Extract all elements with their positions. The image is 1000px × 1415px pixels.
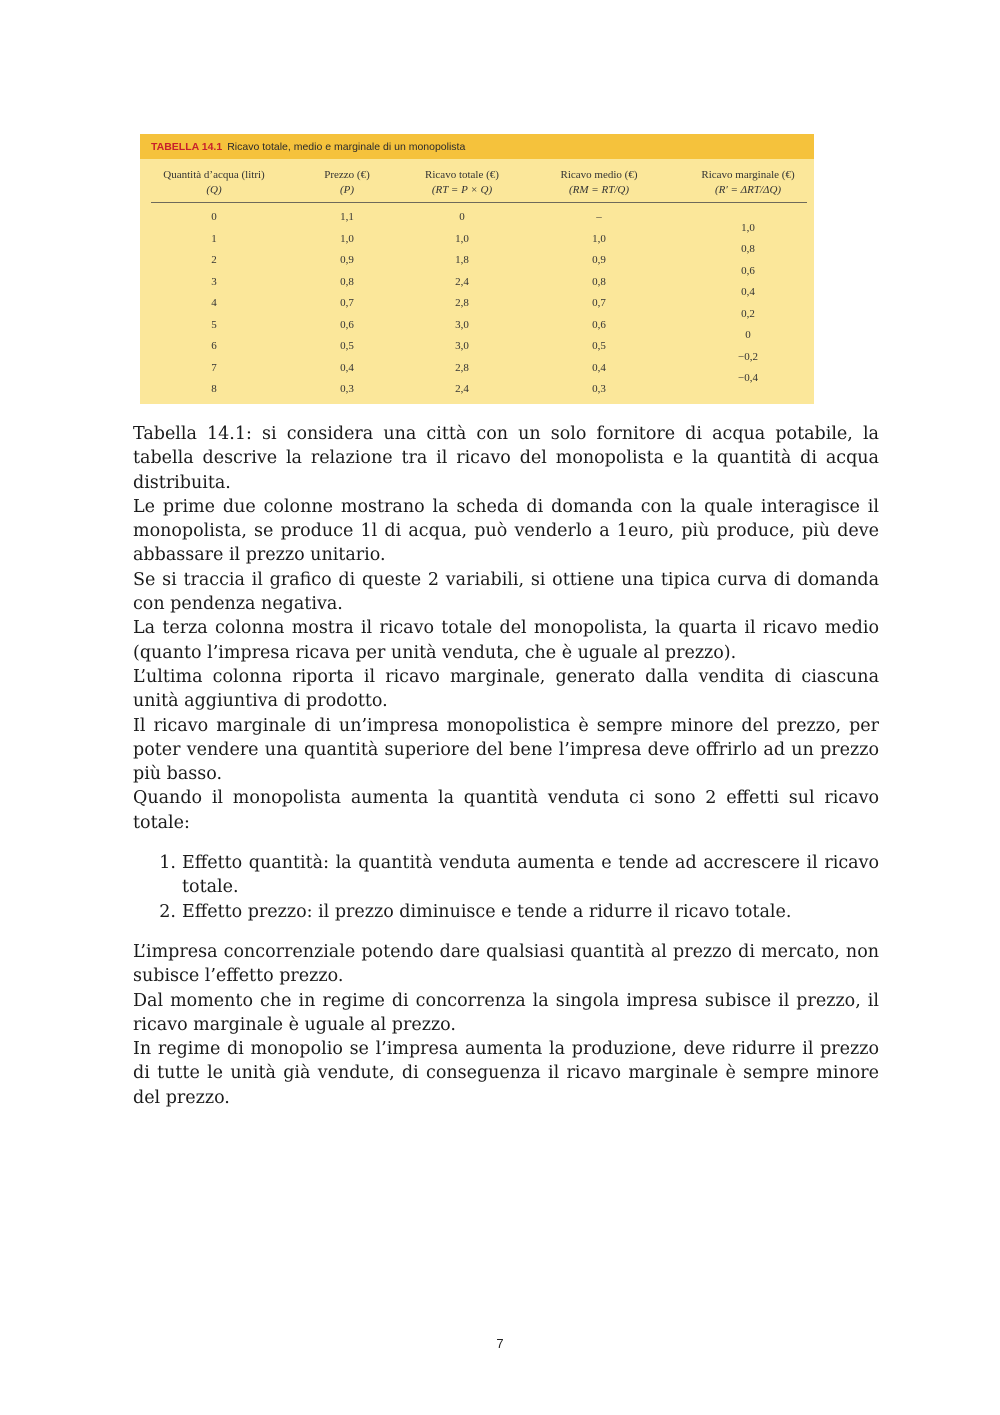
list-item [133, 851, 879, 900]
paragraph: L’ultima colonna riporta il ricavo marginale, generato dalla vendita di ciascuna unità aggiuntiva di prodotto. [133, 666, 879, 712]
table-figure [140, 134, 814, 404]
cell-marginal-revenue: −0,2 [738, 350, 758, 363]
cell-total-revenue: 3,0 [455, 340, 469, 352]
list-item [133, 900, 879, 924]
paragraph: Tabella 14.1: si considera una città con un solo fornitore di acqua potabile, la tabella descrive la relazione tra il ricavo del monopolista e la quantità di acqua distribuita. [133, 424, 879, 493]
paragraph: Le prime due colonne mostrano la scheda di domanda con la quale interagisce il monopolista, se produce 1l di acqua, può venderlo a 1euro, più produce, più deve abbassare il prezzo unitario. [133, 496, 879, 566]
cell-quantity: 1 [211, 232, 217, 245]
column-header-marginal-revenue: Ricavo marginale (€) (R′ = ΔRT/ΔQ) [701, 169, 795, 196]
header-rule [151, 202, 807, 203]
cell-quantity: 8 [211, 383, 217, 395]
paragraph: Quando il monopolista aumenta la quantità venduta ci sono 2 effetti sul ricavo totale: [133, 788, 879, 833]
cell-marginal-revenue: 0,4 [741, 286, 755, 299]
table-label: TABELLA 14.1 [151, 140, 223, 153]
cell-total-revenue: 3,0 [455, 318, 469, 331]
list-number: 1. [159, 853, 176, 873]
cell-marginal-revenue: 0,8 [741, 243, 755, 256]
page-number: 7 [496, 1336, 504, 1351]
paragraph: Se si traccia il grafico di queste 2 variabili, si ottiene una tipica curva di domanda con pendenza negativa. [133, 569, 879, 615]
cell-total-revenue: 2,8 [455, 361, 469, 374]
paragraph: In regime di monopolio se l’impresa aumenta la produzione, deve ridurre il prezzo di tutte le unità già vendute, di conseguenza il ricavo marginale è sempre minore del prezzo. [133, 1039, 879, 1108]
cell-average-revenue: 0,8 [592, 275, 606, 288]
body-text-bottom [133, 940, 879, 1110]
list-text: Effetto quantità: la quantità venduta aumenta e tende ad accrescere il ricavo totale. [182, 853, 879, 898]
cell-average-revenue: 1,0 [592, 232, 606, 245]
cell-marginal-revenue: 1,0 [741, 221, 755, 234]
cell-quantity: 4 [211, 297, 217, 309]
paragraph: La terza colonna mostra il ricavo totale del monopolista, la quarta il ricavo medio (quanto l’impresa ricava per unità venduta, che è uguale al prezzo). [133, 618, 879, 663]
cell-quantity: 7 [211, 361, 217, 374]
cell-average-revenue: 0,4 [592, 361, 606, 374]
table-title: Ricavo totale, medio e marginale di un monopolista [227, 140, 466, 153]
paragraph: Il ricavo marginale di un’impresa monopolistica è sempre minore del prezzo, per poter vendere una quantità superiore del bene l’impresa deve offrirlo ad un prezzo più basso. [133, 715, 879, 785]
cell-marginal-revenue: 0,6 [741, 264, 755, 277]
cell-price: 0,4 [340, 361, 354, 374]
body-text-top [133, 422, 879, 835]
cell-price: 1,0 [340, 232, 354, 245]
numbered-list [133, 851, 879, 924]
cell-average-revenue: 0,9 [592, 254, 606, 266]
cell-average-revenue: 0,6 [592, 318, 606, 331]
cell-total-revenue: 0 [459, 211, 465, 223]
column-header-total-revenue: Ricavo totale (€) (RT = P × Q) [425, 169, 499, 196]
cell-total-revenue: 2,4 [455, 275, 469, 288]
cell-price: 0,7 [340, 297, 354, 309]
cell-price: 0,9 [340, 254, 354, 266]
cell-average-revenue: – [596, 211, 602, 223]
cell-quantity: 0 [211, 211, 217, 223]
cell-quantity: 3 [211, 275, 217, 288]
cell-average-revenue: 0,5 [592, 340, 606, 352]
cell-average-revenue: 0,3 [592, 383, 606, 395]
column-header-average-revenue: Ricavo medio (€) (RM = RT/Q) [560, 169, 638, 196]
cell-total-revenue: 1,0 [455, 232, 469, 245]
cell-total-revenue: 2,4 [455, 383, 469, 395]
cell-quantity: 2 [211, 254, 217, 266]
list-number: 2. [159, 901, 176, 922]
column-header-price: Prezzo (€) (P) [324, 169, 370, 196]
cell-marginal-revenue: 0 [745, 329, 751, 342]
cell-price: 0,6 [340, 318, 354, 331]
cell-marginal-revenue: 0,2 [741, 307, 755, 320]
cell-average-revenue: 0,7 [592, 297, 606, 309]
paragraph: Dal momento che in regime di concorrenza la singola impresa subisce il prezzo, il ricavo marginale è uguale al prezzo. [133, 990, 879, 1035]
cell-total-revenue: 2,8 [455, 297, 469, 309]
column-header-quantity: Quantità d’acqua (litri) (Q) [163, 169, 265, 196]
cell-price: 0,5 [340, 340, 354, 352]
cell-quantity: 6 [211, 340, 217, 352]
cell-price: 0,3 [340, 383, 354, 395]
list-text: Effetto prezzo: il prezzo diminuisce e tende a ridurre il ricavo totale. [182, 901, 792, 922]
cell-price: 0,8 [340, 275, 354, 288]
cell-marginal-revenue: −0,4 [738, 372, 758, 385]
table-caption [140, 134, 814, 159]
cell-quantity: 5 [211, 318, 217, 331]
cell-total-revenue: 1,8 [455, 254, 469, 266]
cell-price: 1,1 [340, 211, 354, 223]
paragraph: L’impresa concorrenziale potendo dare qualsiasi quantità al prezzo di mercato, non subisce l’effetto prezzo. [133, 942, 879, 987]
